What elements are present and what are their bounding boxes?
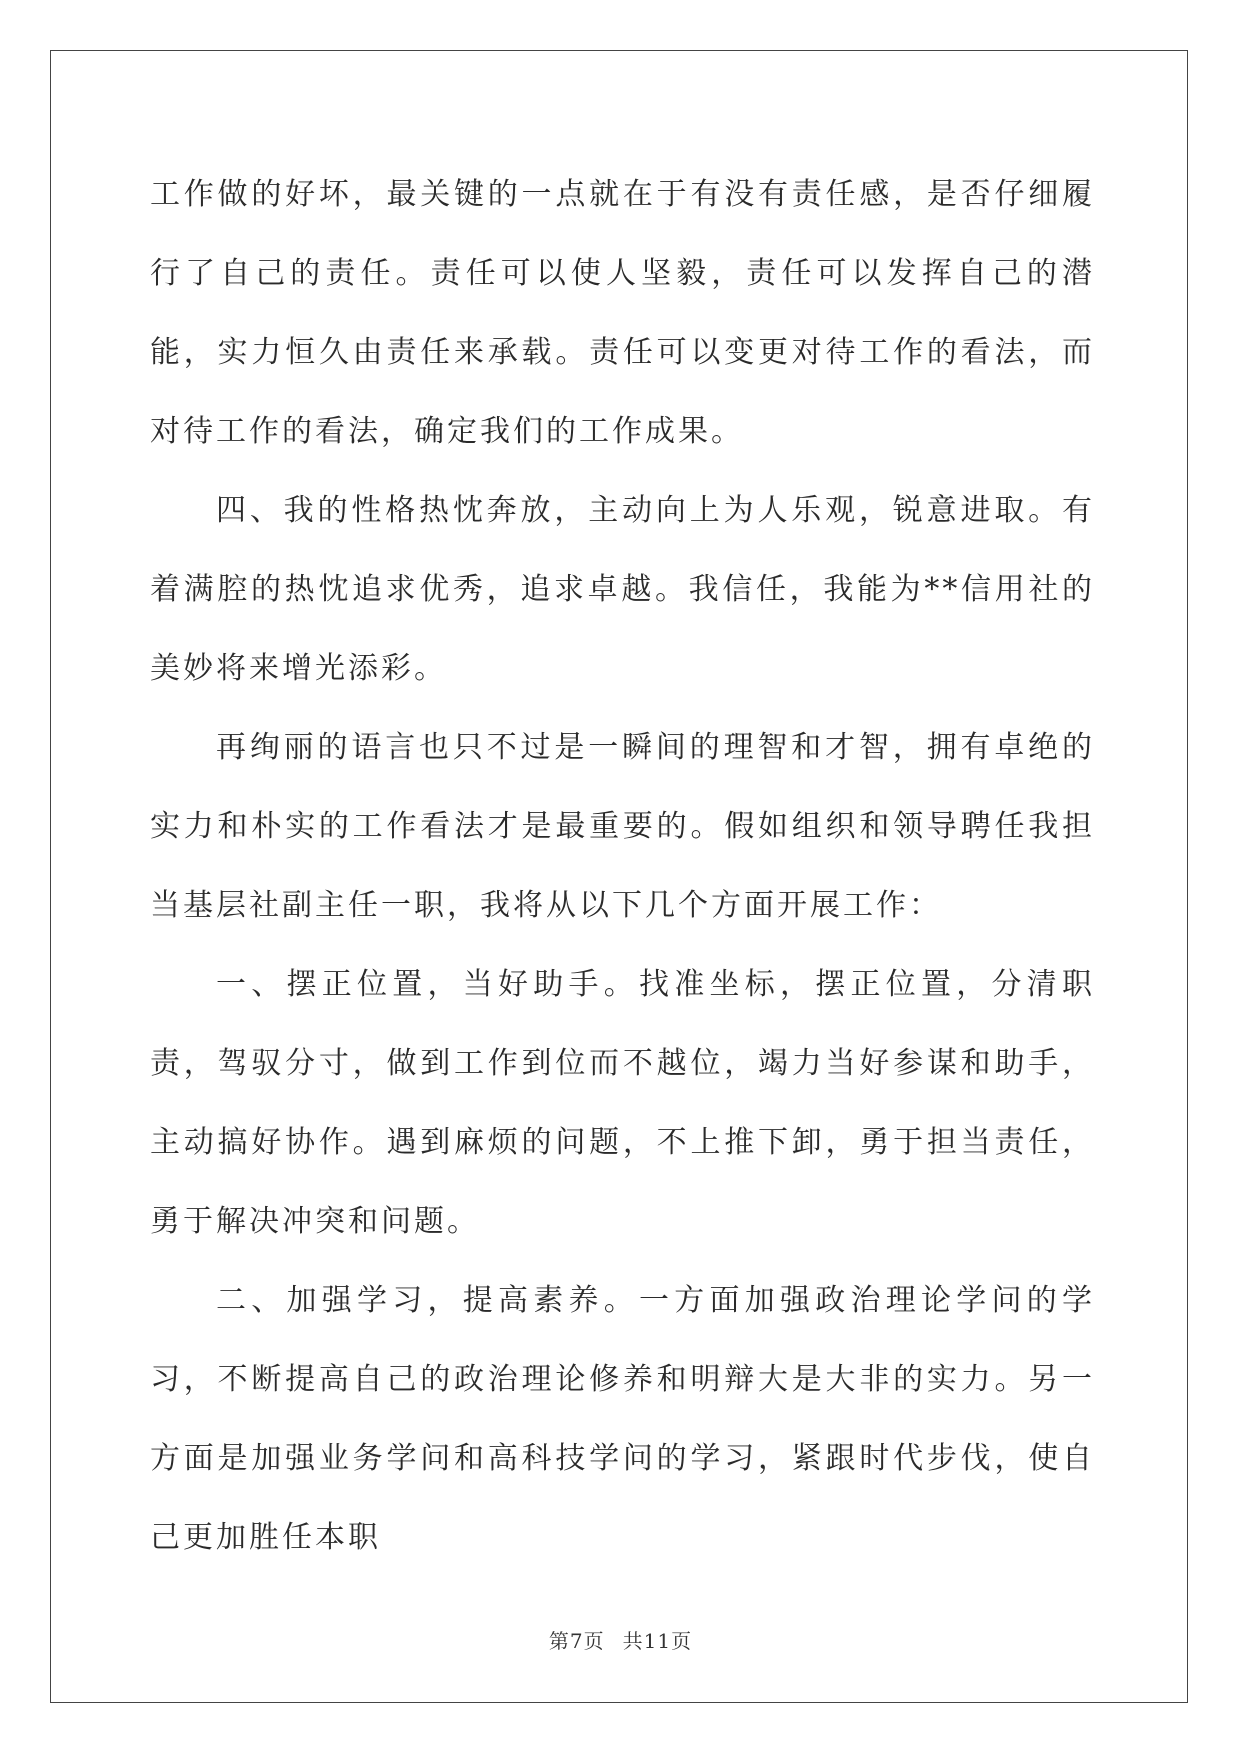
page-footer [0,1625,1241,1654]
paragraph-2: 四、我的性格热忱奔放，主动向上为人乐观，锐意进取。有着满腔的热忱追求优秀，追求卓越。我信任，我能为**信用社的美妙将来增光添彩。 [150,493,1095,686]
paragraph-5: 二、加强学习，提高素养。一方面加强政治理论学问的学习，不断提高自己的政治理论修养和明辩大是大非的实力。另一方面是加强业务学问和高科技学问的学习，紧跟时代步伐，使自己更加胜任本职 [150,1283,1095,1555]
page-total: 共11页 [622,1629,693,1653]
page-number: 第7页 [548,1629,605,1653]
paragraph-3: 再绚丽的语言也只不过是一瞬间的理智和才智，拥有卓绝的实力和朴实的工作看法才是最重要的。假如组织和领导聘任我担当基层社副主任一职，我将从以下几个方面开展工作： [150,730,1095,923]
paragraph-4: 一、摆正位置，当好助手。找准坐标，摆正位置，分清职责，驾驭分寸，做到工作到位而不越位，竭力当好参谋和助手，主动搞好协作。遇到麻烦的问题，不上推下卸，勇于担当责任，勇于解决冲突和问题。 [150,967,1095,1239]
document-body [150,155,1095,1577]
paragraph-1: 工作做的好坏，最关键的一点就在于有没有责任感，是否仔细履行了自己的责任。责任可以使人坚毅，责任可以发挥自己的潜能，实力恒久由责任来承载。责任可以变更对待工作的看法，而对待工作的看法，确定我们的工作成果。 [150,177,1095,449]
